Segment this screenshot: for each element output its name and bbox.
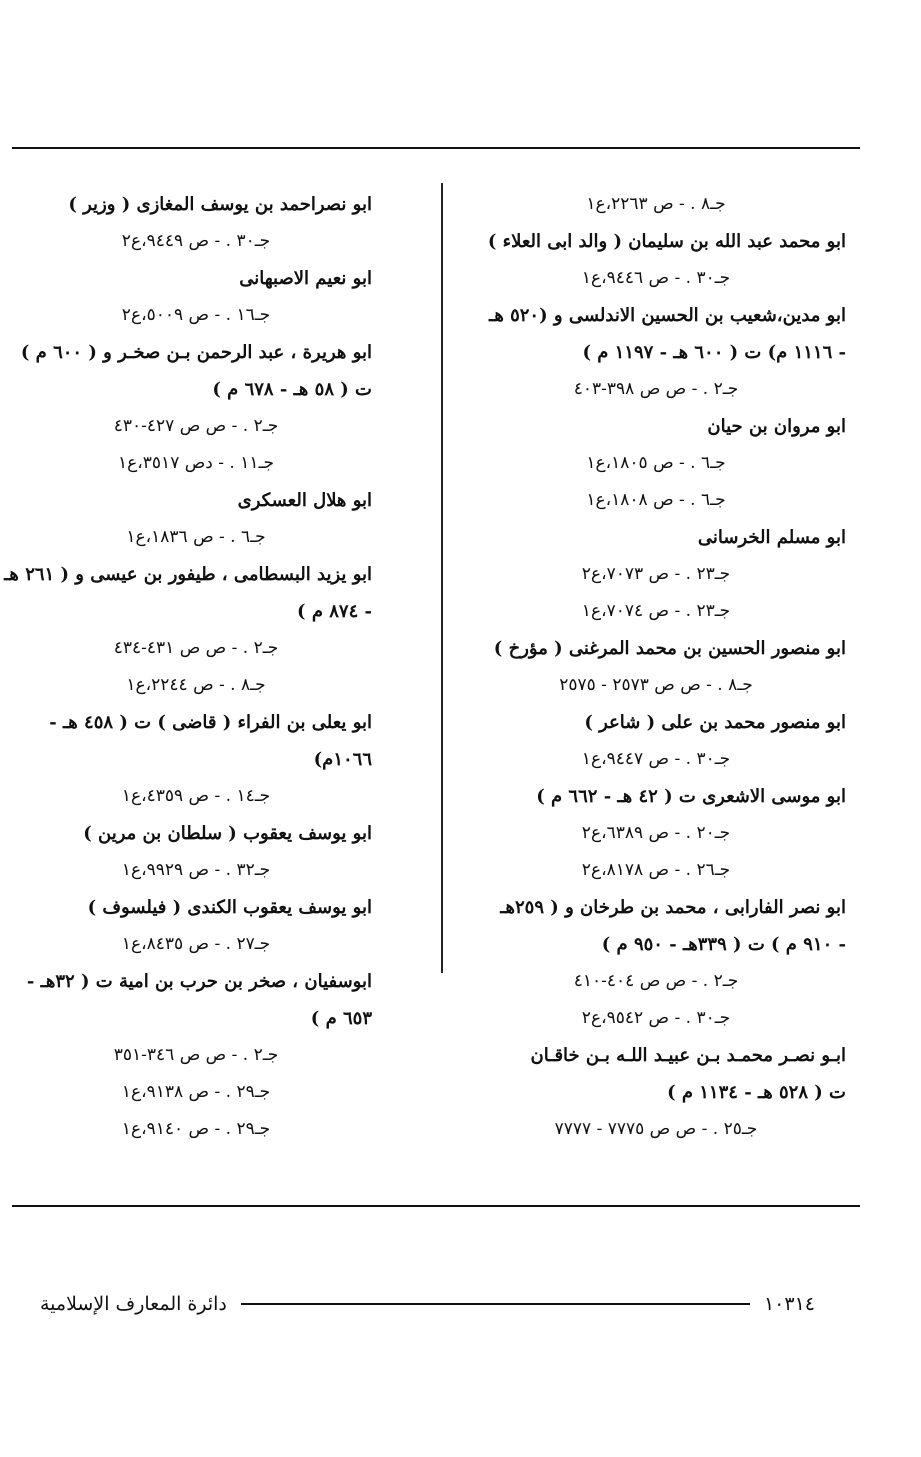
encyclopedia-title: دائرة المعارف الإسلامية — [40, 1293, 227, 1315]
page-footer — [40, 1290, 815, 1318]
entry-reference: جـ٣٠ . - ص ٩٤٤٦،ع١ — [581, 268, 731, 288]
entry-reference: جـ٢٧ . - ص ٨٤٣٥،ع١ — [121, 934, 271, 954]
entry-reference: جـ٦ . - ص ١٨٠٥،ع١ — [586, 453, 726, 473]
bottom-rule — [12, 1205, 860, 1207]
entry-heading: ابو مروان بن حيان — [707, 416, 846, 437]
entry-heading: ابو يزيد البسطامى ، طيفور بن عيسى و ( ٢٦١ هـ — [4, 564, 372, 585]
entry-reference: جـ٢ . - ص ص ٤٠٤-٤١٠ — [573, 971, 739, 991]
entry-reference: جـ٢٩ . - ص ٩١٤٠،ع١ — [121, 1119, 271, 1139]
entry-reference: جـ٢٦ . - ص ٨١٧٨،ع٢ — [581, 860, 731, 880]
entry-reference: جـ٣٠ . - ص ٩٤٤٩،ع٢ — [121, 231, 271, 251]
column-divider — [441, 183, 443, 973]
entry-heading: ابو يعلى بن الفراء ( قاضى ) ت ( ٤٥٨ هـ - — [49, 712, 372, 733]
entry-heading: ابو يوسف يعقوب ( سلطان بن مرين ) — [83, 823, 372, 844]
left-column — [4, 186, 372, 1148]
footer-dash-line — [241, 1303, 750, 1305]
entry-reference: جـ٣٠ . - ص ٩٥٤٢،ع٢ — [581, 1008, 731, 1028]
entry-reference: جـ٦ . - ص ١٨٠٨،ع١ — [586, 490, 726, 510]
entry-reference: جـ١٤ . - ص ٤٣٥٩،ع١ — [121, 786, 271, 806]
entry-heading: ت ( ٥٨ هـ - ٦٧٨ م ) — [212, 379, 372, 400]
entry-reference: جـ٢ . - ص ص ٣٩٨-٤٠٣ — [573, 379, 739, 399]
entry-reference: جـ٢ . - ص ص ٣٤٦-٣٥١ — [113, 1045, 279, 1065]
entry-heading: ابو نصر الفارابى ، محمد بن طرخان و ( ٢٥٩هـ — [500, 897, 846, 918]
entry-heading: ابو مسلم الخرسانى — [697, 527, 846, 548]
entry-reference: جـ٢٠ . - ص ٦٣٨٩،ع٢ — [581, 823, 731, 843]
entry-heading: ابو نصراحمد بن يوسف المغازى ( وزير ) — [68, 194, 372, 215]
entry-heading: ابو موسى الاشعرى ت ( ٤٢ هـ - ٦٦٢ م ) — [536, 786, 846, 807]
entry-heading: ابو يوسف يعقوب الكندى ( فيلسوف ) — [87, 897, 372, 918]
entry-heading: ابو مدين،شعيب بن الحسين الاندلسى و (٥٢٠ هـ — [489, 305, 846, 326]
entry-heading: ت ( ٥٢٨ هـ - ١١٣٤ م ) — [667, 1082, 846, 1103]
entry-heading: ابو هريرة ، عبد الرحمن بـن صخـر و ( ٦٠٠ م ) — [20, 342, 372, 363]
right-column — [466, 186, 846, 1148]
entry-reference: جـ٨ . - ص ٢٢٦٣،ع١ — [586, 194, 726, 214]
entry-heading: - ٩١٠ م ) ت ( ٣٣٩هـ - ٩٥٠ م ) — [601, 934, 846, 955]
entry-reference: جـ٢ . - ص ص ٤٢٧-٤٣٠ — [113, 416, 279, 436]
entry-reference: جـ٢٥ . - ص ص ٧٧٧٥ - ٧٧٧٧ — [554, 1119, 758, 1139]
entry-heading: ابو محمد عبد الله بن سليمان ( والد ابى العلاء ) — [487, 231, 846, 252]
entry-reference: جـ٢٣ . - ص ٧٠٧٤،ع١ — [581, 601, 731, 621]
entry-heading: ١٠٦٦م) — [313, 749, 372, 770]
entry-reference: جـ٢٩ . - ص ٩١٣٨،ع١ — [121, 1082, 271, 1102]
entry-heading: - ٨٧٤ م ) — [297, 601, 372, 622]
entry-heading: ابو هلال العسكرى — [237, 490, 372, 511]
entry-reference: جـ١٦ . - ص ٥٠٠٩،ع٢ — [121, 305, 271, 325]
entry-heading: ابو منصور محمد بن على ( شاعر ) — [584, 712, 846, 733]
entry-reference: جـ٣٠ . - ص ٩٤٤٧،ع١ — [581, 749, 731, 769]
entry-reference: جـ١١ . - دص ٣٥١٧،ع١ — [118, 453, 274, 473]
entry-heading: ٦٥٣ م ) — [310, 1008, 372, 1029]
entry-heading: - ١١١٦ م) ت ( ٦٠٠ هـ - ١١٩٧ م ) — [582, 342, 846, 363]
entry-reference: جـ٨ . - ص ٢٢٤٤،ع١ — [126, 675, 266, 695]
entry-reference: جـ٦ . - ص ١٨٣٦،ع١ — [126, 527, 266, 547]
entry-heading: ابو نعيم الاصبهانى — [239, 268, 372, 289]
entry-reference: جـ٨ . - ص ص ٢٥٧٣ - ٢٥٧٥ — [559, 675, 753, 695]
entry-reference: جـ٢ . - ص ص ٤٣١-٤٣٤ — [113, 638, 279, 658]
entry-reference: جـ٢٣ . - ص ٧٠٧٣،ع٢ — [581, 564, 731, 584]
page-number: ١٠٣١٤ — [763, 1293, 815, 1315]
top-rule — [12, 147, 860, 149]
entry-heading: ابو منصور الحسين بن محمد المرغنى ( مؤرخ ) — [493, 638, 846, 659]
entry-heading: ابـو نصـر محمـد بـن عبيـد اللـه بـن خاقـان — [530, 1045, 846, 1066]
entry-heading: ابوسفيان ، صخر بن حرب بن امية ت ( ٣٢هـ - — [26, 971, 372, 992]
entry-reference: جـ٣٢ . - ص ٩٩٢٩،ع١ — [121, 860, 271, 880]
